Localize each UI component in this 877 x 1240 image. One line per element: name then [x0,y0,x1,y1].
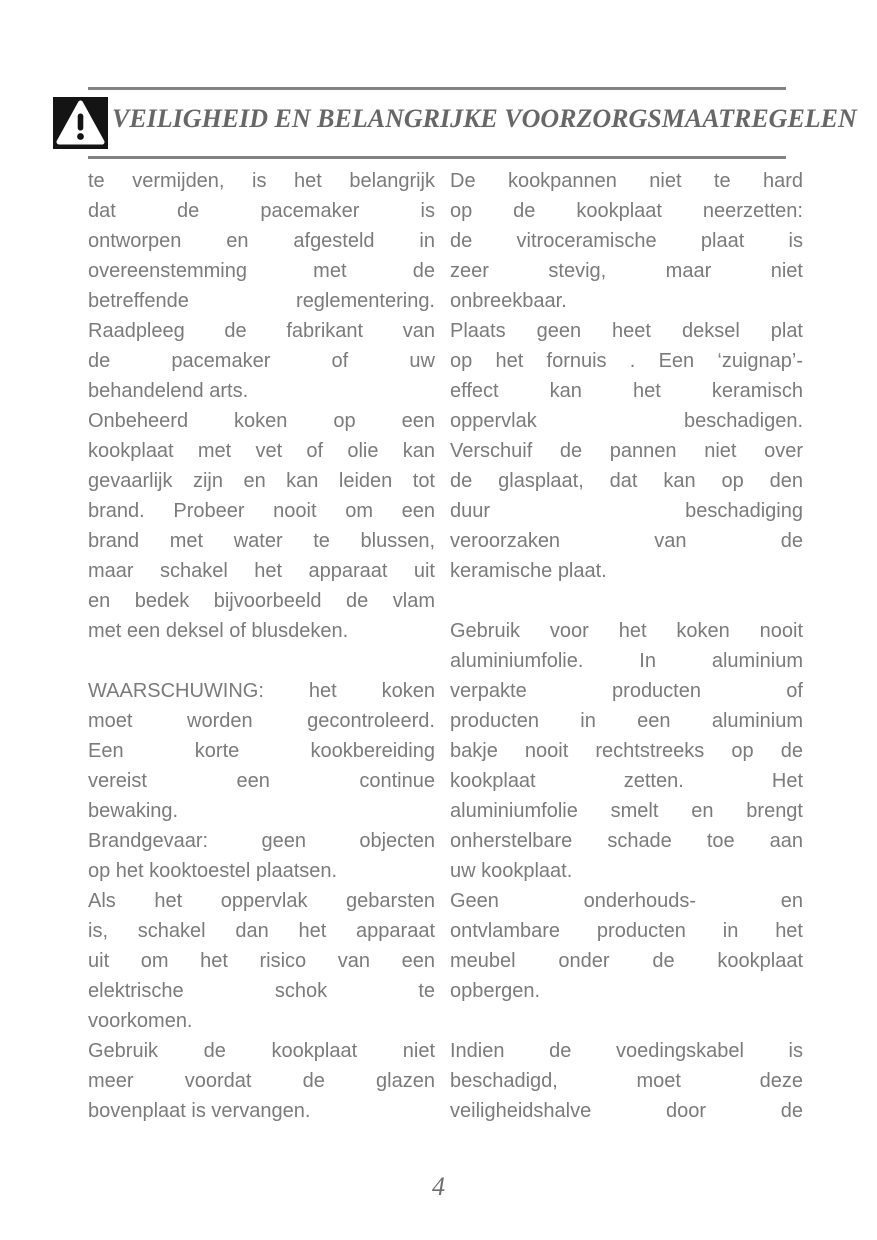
text-line: bewaking. [88,800,179,822]
text-line: meubel onder de kookplaat [450,950,803,972]
paragraph [88,406,435,646]
text-line: aluminiumfolie. In aluminium [450,650,803,672]
text-line: Gebruik voor het koken nooit [450,620,803,642]
text-line: De kookpannen niet te hard [450,170,803,192]
paragraph [450,316,803,586]
text-line: veroorzaken van de [450,530,803,552]
text-line: vereist een continue [88,770,435,792]
page-number: 4 [432,1172,445,1201]
paragraph [88,166,435,406]
text-line: brand met water te blussen, [88,530,435,552]
text-line: oppervlak beschadigen. [450,410,803,432]
text-line: Brandgevaar: geen objecten [88,830,435,852]
text-line: dat de pacemaker is [88,200,435,222]
text-line: beschadigd, moet deze [450,1070,803,1092]
text-line: op het kooktoestel plaatsen. [88,860,338,882]
text-line: elektrische schok te [88,980,435,1002]
text-line: betreffende reglementering. [88,290,435,312]
text-line: Onbeheerd koken op een [88,410,435,432]
header-bottom-rule [88,156,786,159]
text-line: de pacemaker of uw [88,350,435,372]
paragraph [88,1036,435,1126]
text-line: ontworpen en afgesteld in [88,230,435,252]
text-line: kookplaat zetten. Het [450,770,803,792]
paragraph [450,166,803,316]
paragraph [450,886,803,1006]
text-line: overeenstemming met de [88,260,435,282]
paragraph [450,1036,803,1126]
text-line: onherstelbare schade toe aan [450,830,803,852]
text-line: bakje nooit rechtstreeks op de [450,740,803,762]
right-column [450,166,803,1126]
paragraph [450,616,803,886]
text-line: bovenplaat is vervangen. [88,1100,311,1122]
page-title: VEILIGHEID EN BELANGRIJKE VOORZORGSMAATREGELEN [112,104,857,133]
text-line: uw kookplaat. [450,860,573,882]
text-line: verpakte producten of [450,680,803,702]
text-line: onbreekbaar. [450,290,567,312]
left-column [88,166,435,1126]
text-line: veiligheidshalve door de [450,1100,803,1122]
text-line: uit om het risico van een [88,950,435,972]
text-line: effect kan het keramisch [450,380,803,402]
paragraph [88,676,435,826]
text-line: Een korte kookbereiding [88,740,435,762]
text-line: te vermijden, is het belangrijk [88,170,435,192]
text-line: Verschuif de pannen niet over [450,440,803,462]
text-line: Raadpleeg de fabrikant van [88,320,435,342]
text-line: Indien de voedingskabel is [450,1040,803,1062]
paragraph [88,886,435,1036]
text-line: aluminiumfolie smelt en brengt [450,800,803,822]
text-line: is, schakel dan het apparaat [88,920,435,942]
text-line: de vitroceramische plaat is [450,230,803,252]
text-line: moet worden gecontroleerd. [88,710,435,732]
text-line: duur beschadiging [450,500,803,522]
header-top-rule [88,87,786,90]
text-line: Plaats geen heet deksel plat [450,320,803,342]
text-line: Geen onderhouds- en [450,890,803,912]
text-line: de glasplaat, dat kan op den [450,470,803,492]
text-line: en bedek bijvoorbeeld de vlam [88,590,435,612]
text-line: Gebruik de kookplaat niet [88,1040,435,1062]
text-line: producten in een aluminium [450,710,803,732]
text-line: op de kookplaat neerzetten: [450,200,803,222]
text-line: met een deksel of blusdeken. [88,620,349,642]
text-line: kookplaat met vet of olie kan [88,440,435,462]
text-line: meer voordat de glazen [88,1070,435,1092]
text-line: voorkomen. [88,1010,193,1032]
text-line: zeer stevig, maar niet [450,260,803,282]
text-line: brand. Probeer nooit om een [88,500,435,522]
warning-triangle-icon [53,97,108,149]
text-line: ontvlambare producten in het [450,920,803,942]
text-line: opbergen. [450,980,541,1002]
text-line: WAARSCHUWING: het koken [88,680,435,702]
text-line: op het fornuis . Een ‘zuignap’- [450,350,803,372]
text-line: gevaarlijk zijn en kan leiden tot [88,470,435,492]
text-line: behandelend arts. [88,380,249,402]
text-line: keramische plaat. [450,560,607,582]
text-line: maar schakel het apparaat uit [88,560,435,582]
text-line: Als het oppervlak gebarsten [88,890,435,912]
paragraph [88,826,435,886]
